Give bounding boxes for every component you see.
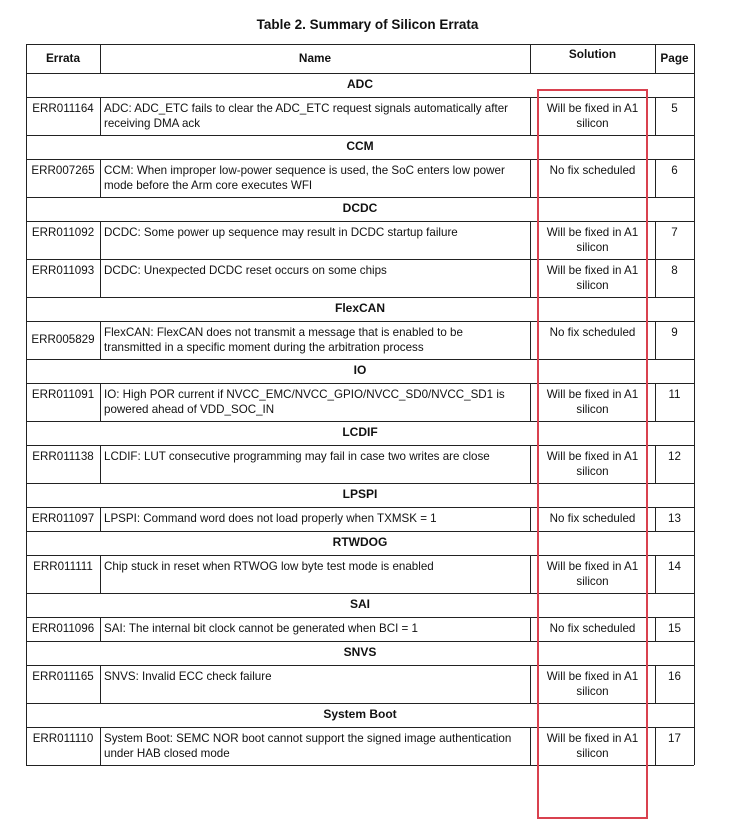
errata-name-line: receiving DMA ack xyxy=(104,117,201,130)
errata-page: 9 xyxy=(671,326,678,339)
column-rule xyxy=(530,259,531,297)
column-rule xyxy=(100,159,101,197)
errata-solution-line: Will be fixed in A1 xyxy=(546,560,639,573)
errata-id: ERR011138 xyxy=(32,450,94,463)
column-rule xyxy=(530,507,531,531)
section-heading: System Boot xyxy=(323,707,397,721)
column-rule xyxy=(100,97,101,135)
table-rule xyxy=(26,765,694,766)
column-rule xyxy=(100,555,101,593)
section-heading: RTWDOG xyxy=(332,535,388,549)
section-heading: SNVS xyxy=(343,645,377,659)
section-heading: SAI xyxy=(349,597,370,611)
column-rule xyxy=(655,665,656,703)
errata-name-line: IO: High POR current if NVCC_EMC/NVCC_GPIO/NVCC_SD0/NVCC_SD1 is xyxy=(104,388,505,401)
column-rule xyxy=(655,97,656,135)
column-rule xyxy=(530,727,531,765)
column-rule xyxy=(655,445,656,483)
errata-solution-line: silicon xyxy=(576,241,609,254)
header-solution: Solution xyxy=(568,47,617,61)
column-rule xyxy=(100,507,101,531)
errata-id: ERR011097 xyxy=(31,512,95,525)
errata-page: 16 xyxy=(668,670,681,683)
errata-solution-line: silicon xyxy=(576,465,609,478)
errata-name-line: LCDIF: LUT consecutive programming may fail in case two writes are close xyxy=(104,450,490,463)
errata-page: 5 xyxy=(671,102,678,115)
column-rule xyxy=(655,159,656,197)
column-rule xyxy=(655,507,656,531)
column-rule xyxy=(100,221,101,259)
errata-name-line: ADC: ADC_ETC fails to clear the ADC_ETC request signals automatically after xyxy=(104,102,509,115)
errata-page: 6 xyxy=(671,164,678,177)
column-rule xyxy=(655,727,656,765)
column-rule xyxy=(530,617,531,641)
column-rule xyxy=(530,665,531,703)
errata-name-line: DCDC: Some power up sequence may result in DCDC startup failure xyxy=(104,226,458,239)
column-rule xyxy=(655,259,656,297)
column-rule xyxy=(530,383,531,421)
section-heading: IO xyxy=(353,363,367,377)
column-rule xyxy=(100,665,101,703)
errata-solution-line: silicon xyxy=(576,117,609,130)
errata-solution-line: No fix scheduled xyxy=(549,622,636,635)
column-rule xyxy=(26,44,27,765)
column-rule xyxy=(100,617,101,641)
errata-solution-line: silicon xyxy=(576,403,609,416)
errata-solution-line: No fix scheduled xyxy=(549,326,636,339)
errata-solution-line: Will be fixed in A1 xyxy=(546,450,639,463)
errata-id: ERR011164 xyxy=(32,102,94,115)
table-title: Table 2. Summary of Silicon Errata xyxy=(256,17,479,32)
column-rule xyxy=(655,617,656,641)
column-rule xyxy=(655,321,656,359)
errata-solution xyxy=(530,727,655,787)
errata-solution-line: Will be fixed in A1 xyxy=(546,102,639,115)
column-rule xyxy=(530,221,531,259)
header-errata: Errata xyxy=(45,51,81,65)
errata-name-line: LPSPI: Command word does not load properly when TXMSK = 1 xyxy=(104,512,437,525)
errata-id: ERR011165 xyxy=(32,670,94,683)
column-rule xyxy=(100,445,101,483)
errata-solution-line: Will be fixed in A1 xyxy=(546,388,639,401)
column-rule xyxy=(530,321,531,359)
section-heading: FlexCAN xyxy=(334,301,385,315)
errata-solution-line: Will be fixed in A1 xyxy=(546,226,639,239)
errata-name-line: CCM: When improper low-power sequence is used, the SoC enters low power xyxy=(104,164,505,177)
column-rule xyxy=(530,555,531,593)
errata-name-line: under HAB closed mode xyxy=(104,747,230,760)
errata-page: 7 xyxy=(671,226,678,239)
errata-name xyxy=(100,727,530,787)
errata-id: ERR005829 xyxy=(31,333,95,346)
column-rule xyxy=(100,321,101,359)
errata-name-line: SAI: The internal bit clock cannot be generated when BCI = 1 xyxy=(104,622,418,635)
errata-page: 12 xyxy=(668,450,681,463)
errata-solution-line: silicon xyxy=(576,747,609,760)
errata-page: 13 xyxy=(668,512,681,525)
column-rule xyxy=(100,44,101,73)
column-rule xyxy=(530,44,531,73)
errata-name-line: powered ahead of VDD_SOC_IN xyxy=(104,403,275,416)
column-rule xyxy=(655,44,656,73)
errata-name-line: Chip stuck in reset when RTWOG low byte test mode is enabled xyxy=(104,560,434,573)
errata-solution-line: silicon xyxy=(576,279,609,292)
section-heading: LPSPI xyxy=(342,487,378,501)
errata-page: 8 xyxy=(671,264,678,277)
section-heading: LCDIF xyxy=(342,425,378,439)
errata-table xyxy=(26,44,694,805)
errata-page: 15 xyxy=(668,622,681,635)
errata-name-line: mode before the Arm core executes WFI xyxy=(104,179,313,192)
errata-name-line: transmitted in a specific moment during the arbitration process xyxy=(104,341,424,354)
errata-solution-line: No fix scheduled xyxy=(549,164,636,177)
errata-id: ERR011091 xyxy=(31,388,95,401)
header-name: Name xyxy=(298,51,332,65)
errata-page: 11 xyxy=(668,388,681,401)
errata-solution-line: No fix scheduled xyxy=(549,512,636,525)
errata-id: ERR011092 xyxy=(31,226,95,239)
errata-solution-line: Will be fixed in A1 xyxy=(546,670,639,683)
errata-solution-line: silicon xyxy=(576,685,609,698)
column-rule xyxy=(655,555,656,593)
errata-name-line: DCDC: Unexpected DCDC reset occurs on some chips xyxy=(104,264,387,277)
errata-id: ERR011110 xyxy=(32,732,94,745)
column-rule xyxy=(530,445,531,483)
errata-name-line: System Boot: SEMC NOR boot cannot support the signed image authentication xyxy=(104,732,512,745)
column-rule xyxy=(655,221,656,259)
errata-id: ERR011093 xyxy=(31,264,95,277)
errata-id: ERR011096 xyxy=(31,622,95,635)
column-rule xyxy=(530,97,531,135)
errata-id: ERR007265 xyxy=(31,164,95,177)
errata-page: 17 xyxy=(668,732,681,745)
errata-name-line: FlexCAN: FlexCAN does not transmit a message that is enabled to be xyxy=(104,326,463,339)
section-heading: ADC xyxy=(347,77,373,91)
column-rule xyxy=(530,159,531,197)
errata-name-line: SNVS: Invalid ECC check failure xyxy=(104,670,272,683)
errata-id: ERR011111 xyxy=(33,560,93,573)
section-heading: CCM xyxy=(346,139,374,153)
errata-solution-line: silicon xyxy=(576,575,609,588)
column-rule xyxy=(100,727,101,765)
errata-page: 14 xyxy=(668,560,681,573)
header-page: Page xyxy=(660,51,689,65)
column-rule xyxy=(100,383,101,421)
errata-solution-line: Will be fixed in A1 xyxy=(546,732,639,745)
column-rule xyxy=(655,383,656,421)
column-rule xyxy=(100,259,101,297)
column-rule xyxy=(694,44,695,765)
errata-solution-line: Will be fixed in A1 xyxy=(546,264,639,277)
section-heading: DCDC xyxy=(342,201,378,215)
